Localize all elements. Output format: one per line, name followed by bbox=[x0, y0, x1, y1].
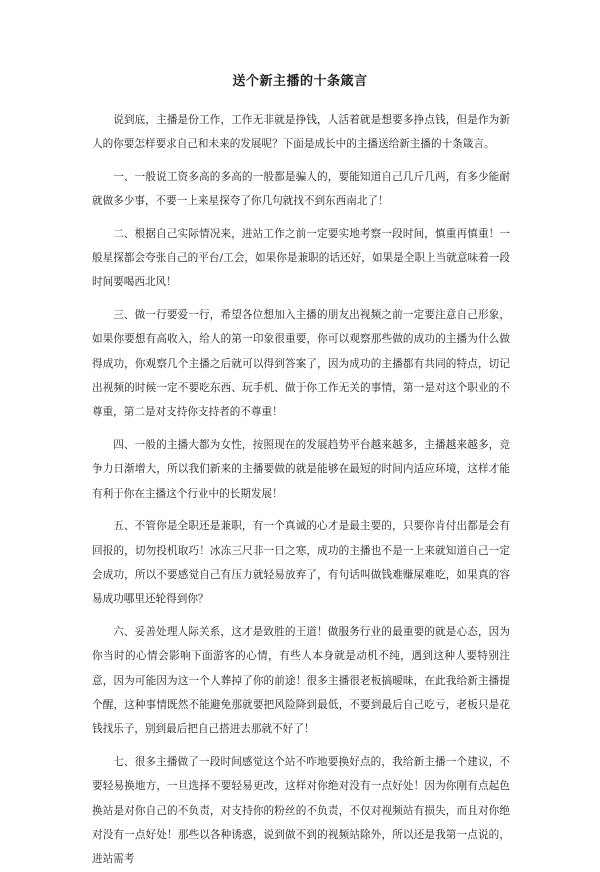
tip-5-paragraph: 五、不管你是全职还是兼职，有一个真诚的心才是最主要的，只要你肯付出都是会有回报的，切勿投机取巧！冰冻三尺非一日之寒，成功的主播也不是一上来就知道自己一定会成功，所以不要感觉自己有压力就轻易放弃了，有句话叫做钱难赚屎难吃，如果真的容易成功哪里还轮得到你？ bbox=[92, 520, 510, 606]
tip-2-paragraph: 二、根据自己实际情况来，进站工作之前一定要实地考察一段时间，慎重再慎重！一般星探都会夸张自己的平台/工会，如果你是兼职的话还好，如果是全职上当就意味着一段时间要喝西北风！ bbox=[92, 227, 510, 289]
document-body bbox=[92, 108, 510, 872]
tip-1-paragraph: 一、一般说工资多高的多高的一般都是骗人的，要能知道自己几斤几两，有多少能耐就做多少事，不要一上来星探夸了你几句就找不到东西南北了！ bbox=[92, 170, 510, 208]
document-title: 送个新主播的十条箴言 bbox=[232, 74, 368, 89]
tip-3-paragraph: 三、做一行要爱一行，希望各位想加入主播的朋友出视频之前一定要注意自己形象，如果你要想有高收入，给人的第一印象很重要，你可以观察那些做的成功的主播为什么做得成功，你观察几个主播之后就可以得到答案了，因为成功的主播都有共同的特点，切记出视频的时候一定不要吃东西、玩手机、做于你工作无关的事情，第一是对这个职业的不尊重，第二是对支持你支持者的不尊重！ bbox=[92, 308, 510, 419]
tip-7-paragraph: 七、很多主播做了一段时间感觉这个站不咋地要换好点的，我给新主播一个建议，不要轻易换地方，一旦选择不要轻易更改，这样对你绝对没有一点好处！因为你刚有点起色换站是对你自己的不负责，对支持你的粉丝的不负责，不仅对视频站有损失，而且对你绝对没有一点好处！那些以各种诱惑，说到做不到的视频站除外，所以还是我第一点说的，进站需考 bbox=[92, 755, 510, 866]
tip-6-paragraph: 六、妥善处理人际关系，这才是致胜的王道！做服务行业的最重要的就是心态，因为你当时的心情会影响下面游客的心情，有些人本身就是动机不纯，遇到这种人要特别注意，因为可能因为这一个人葬掉了你的前途！很多主播很老板搞暧昧，在此我给新主播提个醒，这种事情既然不能避免那就要把风险降到最低，不要到最后自己吃亏，老板只是花钱找乐子，别到最后把自己搭进去那就不好了！ bbox=[92, 625, 510, 736]
intro-paragraph: 说到底，主播是份工作，工作无非就是挣钱，人活着就是想要多挣点钱，但是作为新人的你要怎样要求自己和未来的发展呢？下面是成长中的主播送给新主播的十条箴言。 bbox=[92, 114, 510, 151]
tip-4-paragraph: 四、一般的主播大都为女性，按照现在的发展趋势平台越来越多，主播越来越多，竞争力日渐增大，所以我们新来的主播要做的就是能够在最短的时间内适应环境，这样才能有利于你在主播这个行业中的长期发展！ bbox=[92, 438, 510, 500]
